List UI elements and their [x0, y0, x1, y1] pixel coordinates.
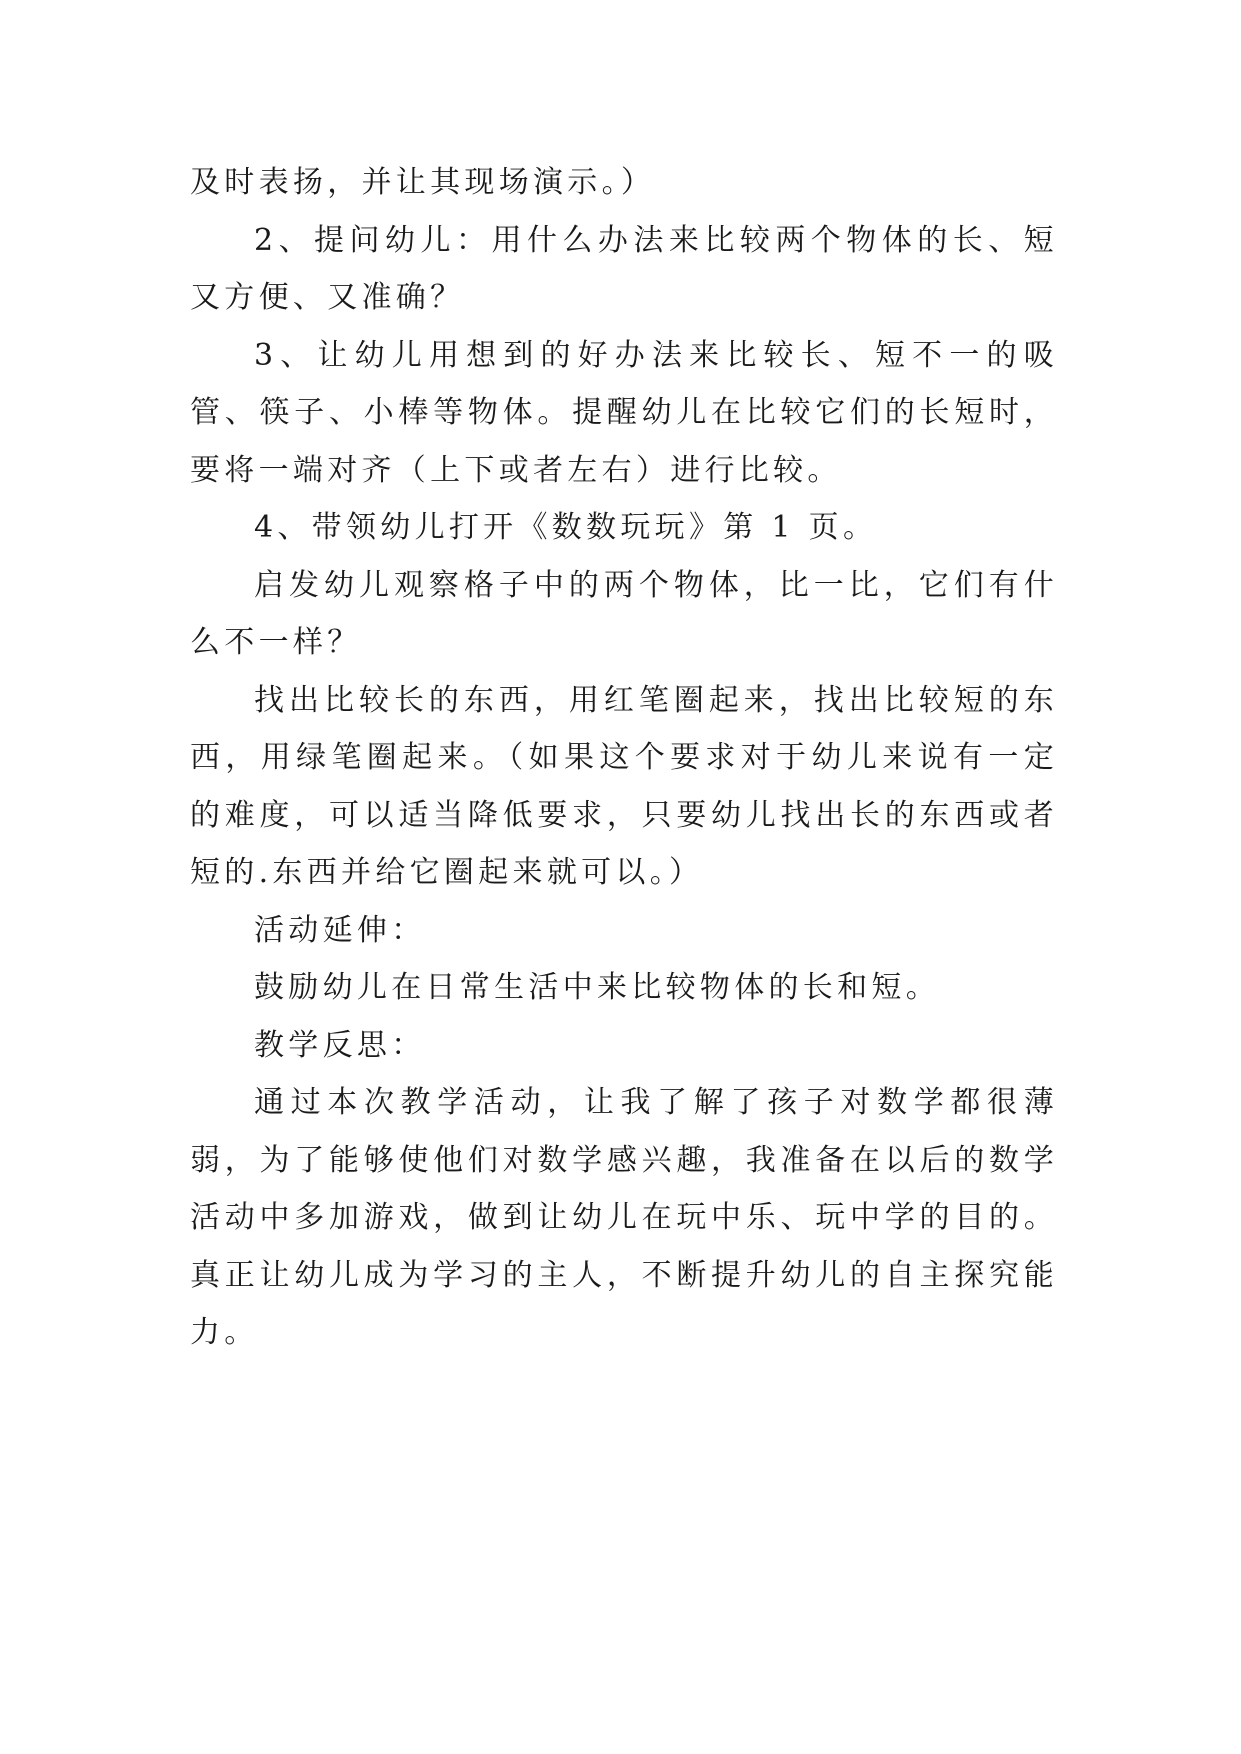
paragraph-circle-task: 找出比较长的东西，用红笔圈起来，找出比较短的东西，用绿笔圈起来。（如果这个要求对于幼儿来说有一定的难度，可以适当降低要求，只要幼儿找出长的东西或者短的.东西并给它圈起来就可以。） — [190, 682, 1058, 890]
document-body — [190, 154, 1058, 1362]
heading-activity-extension: 活动延伸： — [254, 912, 426, 948]
paragraph-step-2: 2、提问幼儿：用什么办法来比较两个物体的长、短又方便、又准确？ — [190, 222, 1058, 315]
paragraph-observe: 启发幼儿观察格子中的两个物体，比一比，它们有什么不一样？ — [190, 567, 1058, 660]
paragraph-step-3: 3、让幼儿用想到的好办法来比较长、短不一的吸管、筷子、小棒等物体。提醒幼儿在比较它们的长短时，要将一端对齐（上下或者左右）进行比较。 — [190, 337, 1058, 488]
heading-teaching-reflection: 教学反思： — [254, 1027, 426, 1063]
paragraph-extension: 鼓励幼儿在日常生活中来比较物体的长和短。 — [254, 970, 940, 1005]
paragraph-continuation: 及时表扬，并让其现场演示。） — [190, 165, 656, 200]
paragraph-step-4: 4、带领幼儿打开《数数玩玩》第 1 页。 — [254, 510, 878, 545]
paragraph-reflection: 通过本次教学活动，让我了解了孩子对数学都很薄弱，为了能够使他们对数学感兴趣，我准备在以后的数学活动中多加游戏，做到让幼儿在玩中乐、玩中学的目的。真正让幼儿成为学习的主人，不断提升幼儿的自主探究能力。 — [190, 1085, 1058, 1350]
